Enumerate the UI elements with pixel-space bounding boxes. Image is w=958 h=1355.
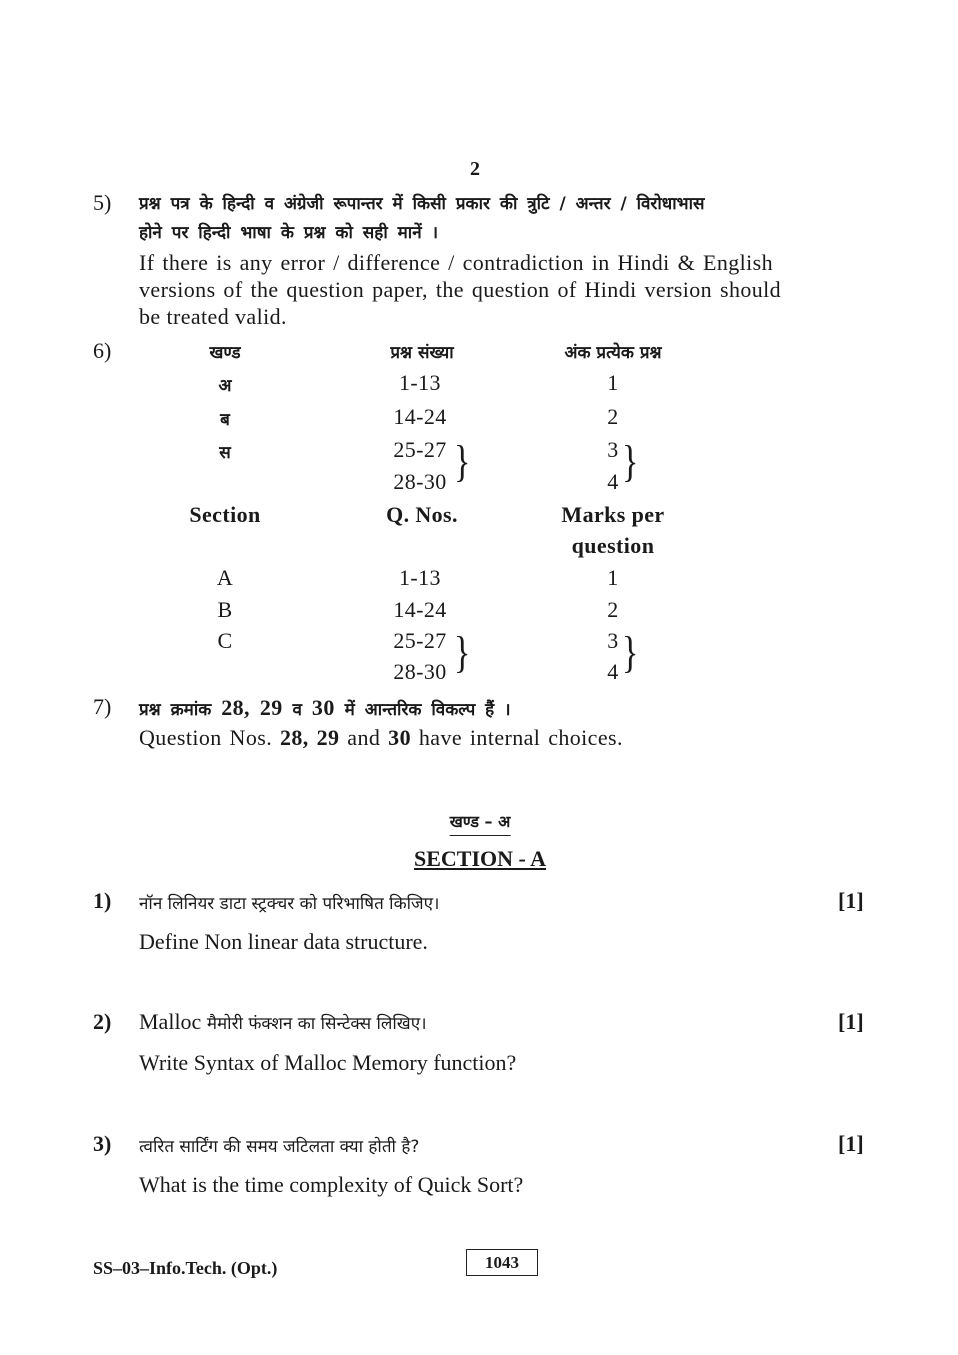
table-cell: 2	[607, 404, 619, 429]
instruction-english-line: be treated valid.	[139, 304, 287, 329]
question-number: 3)	[93, 1131, 112, 1156]
section-heading-english: SECTION - A	[413, 846, 547, 871]
text: मैमोरी फंक्शन का सिन्टेक्स लिखिए।	[206, 1014, 427, 1034]
table-cell: A	[216, 565, 234, 590]
item-number: 6)	[93, 338, 112, 363]
table-header: Marks per	[561, 502, 665, 527]
question-hindi: नॉन लिनियर डाटा स्ट्रक्चर को परिभाषित किजिए।	[139, 894, 440, 914]
table-cell: 1-13	[399, 370, 441, 395]
table-cell: 25-27	[393, 437, 447, 462]
item-number: 5)	[93, 190, 112, 215]
text: 30	[311, 695, 335, 720]
table-header: question	[571, 533, 655, 558]
section-heading-hindi: खण्ड – अ	[450, 810, 511, 836]
question-english: What is the time complexity of Quick Sort?	[139, 1172, 524, 1197]
brace-icon: }	[454, 629, 471, 678]
table-header: खण्ड	[209, 343, 241, 363]
instruction-english-line: If there is any error / difference / contradiction in Hindi & English	[139, 250, 774, 275]
table-header: प्रश्न संख्या	[390, 343, 454, 363]
text: 30	[388, 725, 411, 750]
table-cell: 28-30	[393, 659, 447, 684]
table-cell: स	[219, 443, 231, 463]
table-cell: ब	[220, 410, 230, 430]
table-cell: 4	[607, 659, 619, 684]
text: 28, 29	[280, 725, 340, 750]
paper-code: SS–03–Info.Tech. (Opt.)	[93, 1258, 278, 1278]
table-cell: 3	[607, 437, 619, 462]
table-cell: 14-24	[393, 404, 447, 429]
brace-icon: }	[454, 438, 471, 487]
table-cell: 14-24	[393, 597, 447, 622]
question-hindi	[139, 1009, 427, 1035]
table-cell: B	[217, 597, 233, 622]
instruction-hindi-line: होने पर हिन्दी भाषा के प्रश्न को सही मानें ।	[139, 223, 439, 243]
text: Malloc	[139, 1009, 207, 1034]
instruction-hindi-line	[139, 695, 511, 721]
question-number: 2)	[93, 1009, 112, 1034]
table-cell: 2	[607, 597, 619, 622]
instruction-english-line: versions of the question paper, the question of Hindi version should	[139, 277, 782, 302]
text: 28, 29	[221, 695, 283, 720]
text: प्रश्न क्रमांक	[139, 700, 222, 720]
question-number: 1)	[93, 888, 112, 913]
table-cell: 1-13	[399, 565, 441, 590]
table-header: Section	[189, 502, 261, 527]
question-english: Define Non linear data structure.	[139, 929, 428, 954]
brace-icon: }	[622, 438, 639, 487]
instruction-hindi-line: प्रश्न पत्र के हिन्दी व अंग्रेजी रूपान्तर में किसी प्रकार की त्रुटि / अन्तर / विरोधाभास	[139, 194, 705, 214]
brace-icon: }	[622, 629, 639, 678]
table-cell: 4	[607, 469, 619, 494]
item-number: 7)	[93, 694, 112, 719]
text: व	[282, 700, 312, 720]
table-cell: 25-27	[393, 628, 447, 653]
text: Question Nos.	[139, 725, 280, 750]
instruction-english-line	[139, 725, 623, 751]
question-hindi: त्वरित सार्टिंग की समय जटिलता क्या होती है?	[139, 1137, 420, 1157]
question-marks: [1]	[838, 1131, 864, 1156]
question-marks: [1]	[838, 888, 864, 913]
table-cell: अ	[218, 376, 232, 396]
question-marks: [1]	[838, 1009, 864, 1034]
question-english: Write Syntax of Malloc Memory function?	[139, 1050, 517, 1075]
table-cell: C	[217, 628, 233, 653]
text: have internal choices.	[410, 725, 623, 750]
table-cell: 1	[607, 370, 619, 395]
table-cell: 1	[607, 565, 619, 590]
table-header: अंक प्रत्येक प्रश्न	[564, 343, 662, 363]
table-cell: 28-30	[393, 469, 447, 494]
table-header: Q. Nos.	[386, 502, 458, 527]
page-code-box: 1043	[466, 1249, 538, 1276]
text: and	[339, 725, 389, 750]
text: में आन्तरिक विकल्प हैं ।	[334, 700, 511, 720]
table-cell: 3	[607, 628, 619, 653]
page-number: 2	[470, 158, 480, 180]
